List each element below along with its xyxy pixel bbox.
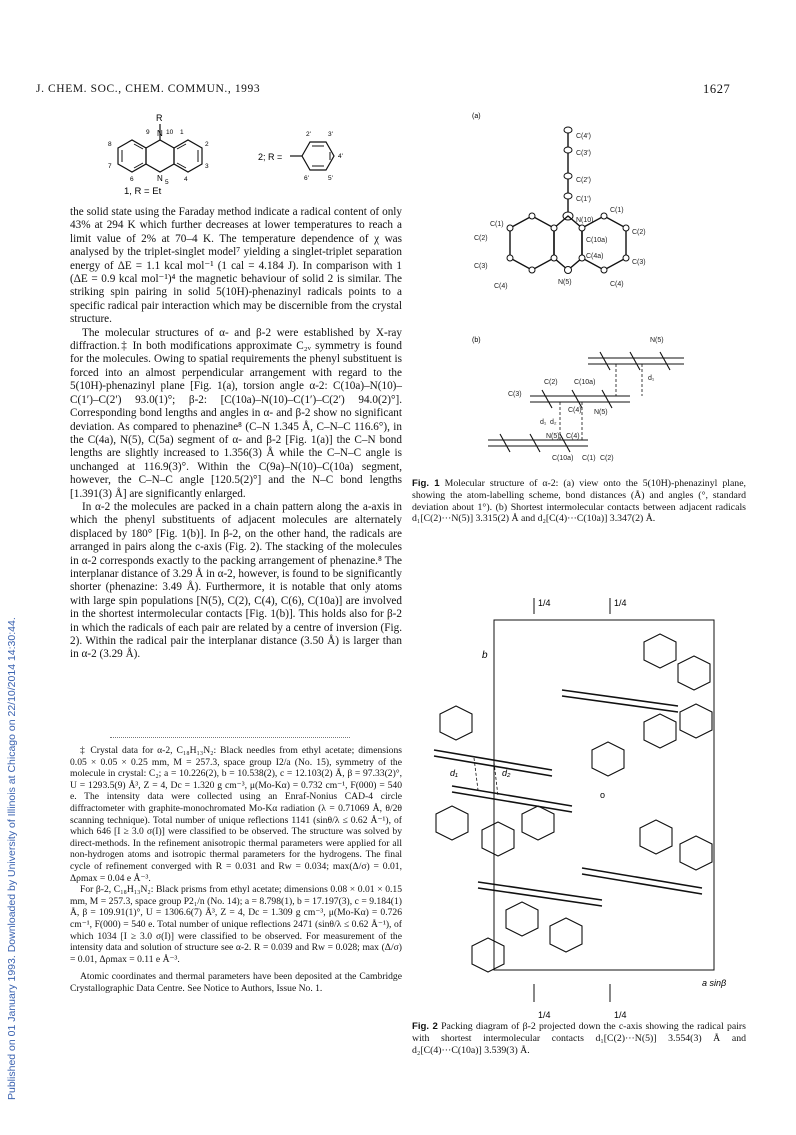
- atom-number: 5: [165, 179, 169, 186]
- atom-label: C(1): [490, 221, 504, 228]
- atom-label: C(4a): [586, 253, 604, 260]
- phenyl-prefix: 2; R =: [258, 152, 283, 162]
- atom-label: C(4): [494, 283, 508, 290]
- atom-number: 1: [180, 129, 184, 136]
- atom-label: N(5): [650, 337, 664, 344]
- paragraph: The molecular structures of α- and β-2 were established by X-ray diffraction.‡ In both modifications approximate C₂ᵥ symmetry is found for the molecules. Owing to spatial requirements the phenyl substituent is forced into an almost perpendicular arrangement with regard to the 5(10H)-phenazinyl plane [Fig. 1(a), torsion angle α-2: C(10a)–N(10)–C(1′)–C(2′) 93.0(1)°; β-2: [C(10a)–N(10)–C(1′)–C(2′) 94.0(2)°]. Corresponding bond lengths and angles in α- and β-2 show no significant deviation. As compared to phenazine⁸ (C–N 1.345 Å, C–N–C 116.6°), in the C(4a), N(5), C(5a) segment of α- and β-2 [Fig. 1(a)] the C–N bond lengths are slightly increased to 1.356(3) Å while the C–N–C angle is unchanged at 116.9(3)°. Within the C(9a)–N(10)–C(10a) segment, however, the C–N–C angle [120.5(2)°] and the N–C bond lengths [1.391(3) Å] are significantly enlarged.: [70, 326, 402, 500]
- footnote-beta: For β-2, C₁₈H₁₃N₂: Black prisms from ethyl acetate; dimensions 0.08 × 0.01 × 0.15 mm, M = 257.3, space group P2₁/n (No. 14); a = 8.798(1), b = 17.197(3), c = 9.184(1) Å, β = 109.91(1)°, U = 1306.6(7) Å³, Z = 4, Dc = 1.309 g cm⁻³, μ(Mo-Kα) = 0.726 cm⁻¹, F(000) = 540 e. Total number of unique reflections 2471 (sinθ/λ ≤ 0.62 Å⁻¹), of which 1034 [I ≥ 3.0 σ(I)] were classified to be observed. For measurement of the intensity data and solution of structure see α-2. R = 0.039 and Rw = 0.028; max (Δ/σ) = 0.01, Δρmax = 0.11 e Å⁻³.: [70, 884, 402, 965]
- atom-number: 9: [146, 129, 150, 136]
- atom-label: C(2): [474, 235, 488, 242]
- footnotes: [70, 745, 402, 994]
- journal-header: J. CHEM. SOC., CHEM. COMMUN., 1993: [36, 83, 261, 95]
- quarter-label: 1/4: [538, 1010, 551, 1020]
- page-number: 1627: [703, 82, 731, 96]
- caption-text: Molecular structure of α-2: (a) view onto the 5(10H)-phenazinyl plane, showing the atom-labelling scheme, bond distances (Å) and angles (°, standard deviation about 1°). (b) Shortest intermolecular contacts between adjacent radicals d₁[C(2)···N(5)] 3.315(2) Å and d₂[C(4)···C(10a)] 3.347(2) Å.: [412, 478, 746, 525]
- atom-label: C(4): [568, 407, 582, 414]
- atom-label: N(5): [546, 433, 560, 440]
- atom-label: C(2): [600, 455, 614, 462]
- paragraph: the solid state using the Faraday method indicate a radical content of only 43% at 294 K which further decreases at lower temperatures to reach a limit value of 2% at 70–4 K. The temperature dependence of χ was analysed by the triplet-singlet model⁷ yielding a singlet-triplet separation energy of ΔE = 1.1 kcal mol⁻¹ (1 cal = 4.184 J). In comparison with 1 (ΔE = 0.9 kcal mol⁻¹)⁴ the magnetic behaviour of solid 2 is similar. The striking spin pairing in solid 5(10H)-phenazinyl radicals points to a specific radical pair interaction which may be discernible from the crystal structure.: [70, 206, 402, 326]
- atom-label: C(10a): [552, 455, 574, 462]
- atom-label: C(2'): [576, 177, 591, 184]
- phenyl-number: 6': [304, 175, 309, 182]
- distance-label: d₁: [540, 419, 547, 426]
- atom-number: 4: [184, 176, 188, 183]
- atom-label: C(3): [632, 259, 646, 266]
- origin-label: o: [600, 790, 606, 800]
- footnote-divider: [110, 737, 350, 738]
- caption-label: Fig. 1: [412, 478, 440, 489]
- axis-a-label: a sinβ: [702, 978, 727, 988]
- atom-number: 10: [166, 129, 174, 136]
- atom-label: C(4): [610, 281, 624, 288]
- figure1-caption: [412, 478, 746, 525]
- axis-b-label: b: [482, 650, 488, 661]
- atom-label: C(3): [474, 263, 488, 270]
- atom-number: 2: [205, 141, 209, 148]
- phenyl-number: 4': [338, 153, 343, 160]
- paragraph: In α-2 the molecules are packed in a chain pattern along the a-axis in which the phenyl substituents of adjacent molecules are alternately displaced by 180° [Fig. 1(b)]. In β-2, on the other hand, the radicals are arranged in pairs along the c-axis (Fig. 2). The stacking of the molecules in α-2 corresponds exactly to the packing arrangement of phenazine.⁸ The interplanar distance of 3.29 Å in α-2, however, is found to be significantly shorter (phenazine: 3.49 Å). Furthermore, it is notable that only atoms with large spin populations [N(5), C(2), C(4), C(6), C(10a)] are involved in the shortest intermolecular contacts [Fig. 1(b)]. This holds also for β-2 in which the radicals of each pair are related by a centre of inversion (Fig. 2). Within the radical pair the interplanar distance (3.50 Å) is larger than in α-2 (3.29 Å).: [70, 500, 402, 661]
- atom-label: N(5): [558, 279, 572, 286]
- body-text-left: [70, 206, 402, 662]
- figure2-caption: [412, 1021, 746, 1056]
- phenyl-number: 5': [328, 175, 333, 182]
- atom-number: 3: [205, 163, 209, 170]
- phenyl-number: 2': [306, 131, 311, 138]
- atom-number: 7: [108, 163, 112, 170]
- phenazinyl-structure: [100, 108, 360, 196]
- atom-label: C(3): [508, 391, 522, 398]
- figure1-panel-b: [470, 334, 720, 464]
- distance-label: d₁: [450, 768, 458, 778]
- quarter-label: 1/4: [538, 598, 551, 608]
- atom-number: 6: [130, 176, 134, 183]
- footnote-alpha: ‡ Crystal data for α-2, C₁₈H₁₃N₂: Black needles from ethyl acetate; dimensions 0.05 × 0.05 × 0.25 mm, M = 257.3, space group I2/a (No. 15), symmetry of the molecule in crystal: C₂; a = 10.226(2), b = 10.538(2), c = 12.103(2) Å, β = 97.33(2)°, U = 1293.5(9) Å³, Z = 4, Dc = 1.320 g cm⁻³, μ(Mo-Kα) = 0.732 cm⁻¹, F(000) = 540 e. The intensity data were collected using an Enraf-Nonius CAD-4 circle diffractometer with graphite-monochromated Mo-Kα radiation (λ = 0.71069 Å, θ/2θ scanning technique). Total number of unique reflections 1141 (sinθ/λ ≤ 0.62 Å⁻¹), of which 646 [I ≥ 3.0 σ(I)] were classified to be observed. The structure was solved by direct-methods. In the refinement anisotropic thermal parameters were applied for all non-hydrogen atoms and isotropic thermal parameters for the hydrogens. The final cycle of refinement converged with R = 0.031 and Rw = 0.034; max(Δ/σ) = 0.01, Δρmax = 0.04 e Å⁻³.: [70, 745, 402, 884]
- compound-1-label: 1, R = Et: [124, 186, 162, 196]
- n10-label: N: [157, 129, 163, 138]
- deposition-note: Atomic coordinates and thermal parameters have been deposited at the Cambridge Crystallographic Data Centre. See Notice to Authors, Issue No. 1.: [70, 971, 402, 994]
- phenyl-number: 3': [328, 131, 333, 138]
- atom-label: C(1): [610, 207, 624, 214]
- distance-label: d₂: [550, 419, 557, 426]
- panel-label: (b): [472, 337, 481, 344]
- atom-label: N(5): [594, 409, 608, 416]
- quarter-label: 1/4: [614, 1010, 627, 1020]
- panel-label: (a): [472, 113, 481, 120]
- distance-label: d₂: [502, 768, 511, 778]
- atom-label: C(10a): [586, 237, 608, 244]
- quarter-label: 1/4: [614, 598, 627, 608]
- atom-label: N(10): [576, 217, 594, 224]
- atom-label: C(1'): [576, 196, 591, 203]
- atom-label: C(1): [582, 455, 596, 462]
- atom-number: 8: [108, 141, 112, 148]
- figure2-packing-diagram: [412, 590, 752, 1020]
- caption-text: Packing diagram of β-2 projected down the c-axis showing the radical pairs with shortest intermolecular contacts d₁[C(2)···N(5)] 3.554(3) Å and d₂[C(4)···C(10a)] 3.539(3) Å.: [412, 1021, 746, 1056]
- caption-label: Fig. 2: [412, 1021, 438, 1032]
- r-label: R: [156, 113, 163, 123]
- atom-label: C(2): [632, 229, 646, 236]
- atom-label: C(4): [566, 433, 580, 440]
- atom-label: C(10a): [574, 379, 596, 386]
- atom-label: C(2): [544, 379, 558, 386]
- atom-label: C(4'): [576, 133, 591, 140]
- publication-watermark: Published on 01 January 1993. Downloaded by University of Illinois at Chicago on 22/10/2014 14:30:44.: [6, 617, 18, 1100]
- n5-label: N: [157, 174, 163, 183]
- atom-label: C(3'): [576, 150, 591, 157]
- distance-label: d₁: [648, 375, 655, 382]
- figure1-panel-a: [470, 108, 710, 338]
